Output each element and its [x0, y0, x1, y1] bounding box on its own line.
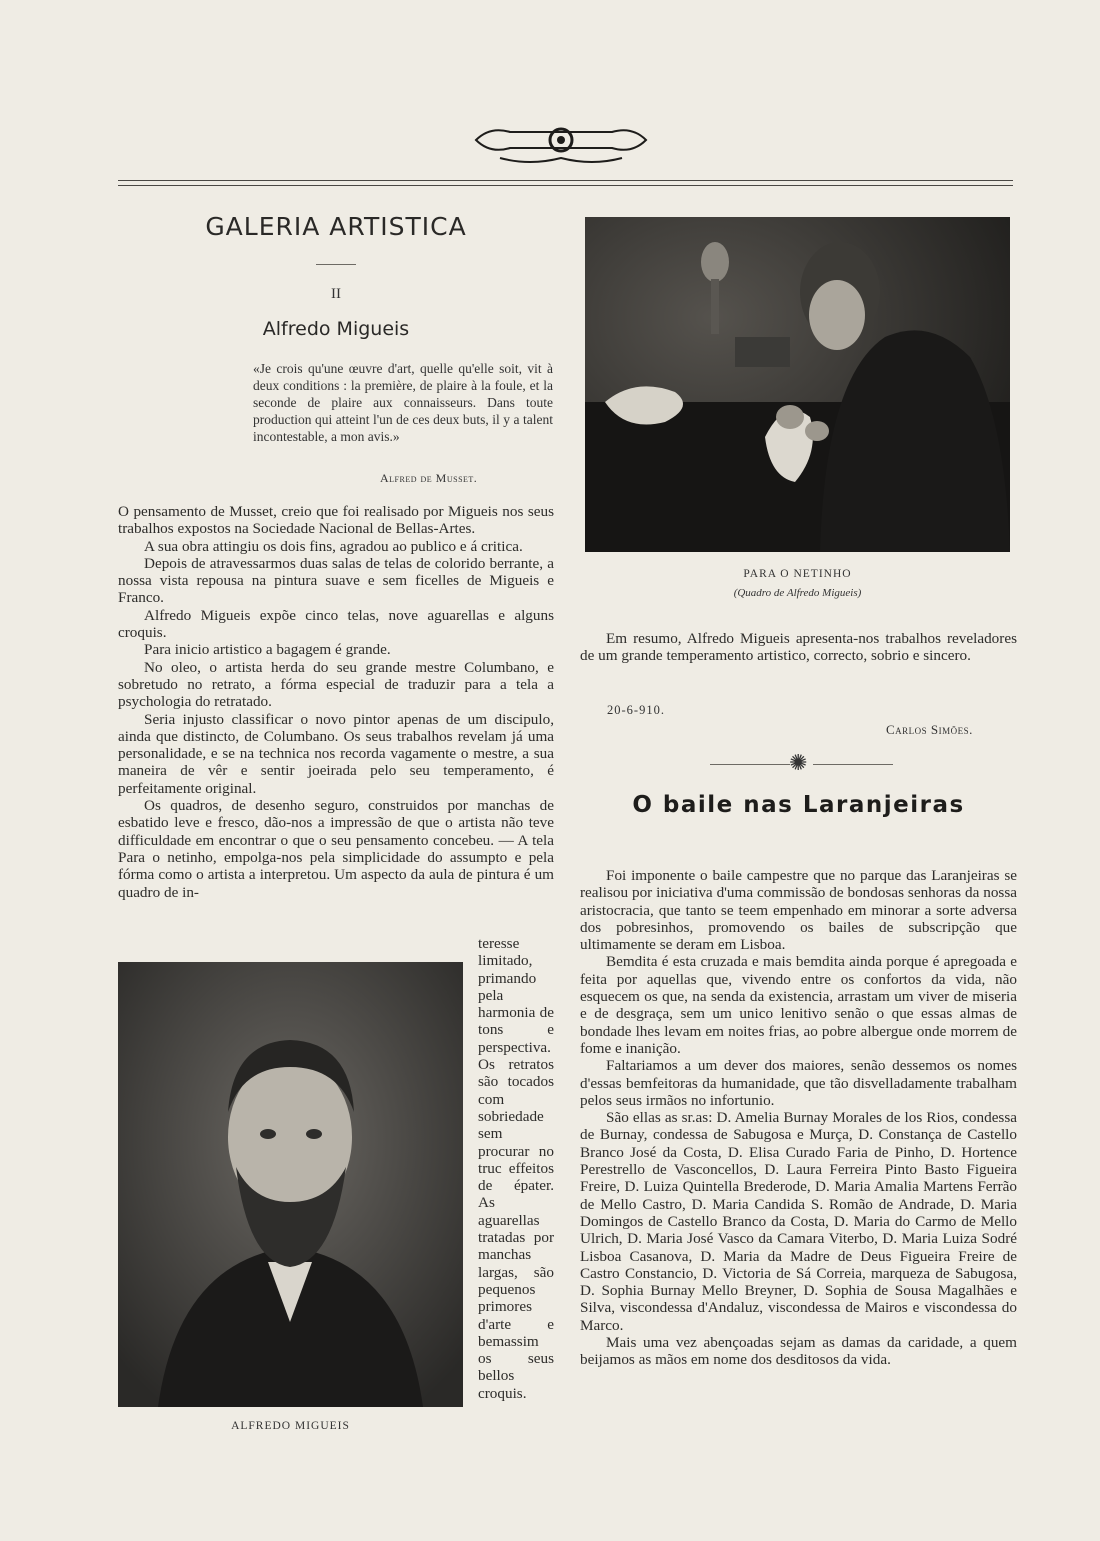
- ornament-rule-right: [813, 764, 893, 765]
- paragraph: Mais uma vez abençoadas sejam as damas da caridade, a quem beijamos as mãos em nome dos desditosos da vida.: [580, 1334, 1017, 1369]
- portrait-caption: ALFREDO MIGUEIS: [231, 1420, 350, 1432]
- star-ornament-icon: ✺: [789, 750, 808, 775]
- paragraph: Bemdita é esta cruzada e mais bemdita ainda porque é apregoada e feita por aquellas que, vivendo entre os confortos da vida, não esquecem os que, na senda da existencia, arrastam um viver de miseria e de desgraça, sem um unico lenitivo senão o que essas almas de bondade lhes levam em noites frias, ao pobre albergue onde morrem de fome e inanição.: [580, 953, 1017, 1057]
- ornament-rule-left: [710, 764, 790, 765]
- paragraph: Alfredo Migueis expõe cinco telas, nove aguarellas e alguns croquis.: [118, 606, 554, 642]
- painting-caption: PARA O NETINHO: [743, 568, 852, 580]
- baile-title: O baile nas Laranjeiras: [632, 792, 965, 818]
- epigraph-quote: «Je crois qu'une œuvre d'art, quelle qu'elle soit, vit à deux conditions : la première, de plaire à la foule, et la seconde de plaire aux connaisseurs. Dans toute production qui atteint l'un de ces deux buts, il y a talent incontestable, a mon avis.»: [253, 361, 553, 444]
- narrow-column-text: teresse limitado, primando pela harmonia de tons e perspectiva. Os retratos são tocados com sobriedade sem procurar no truc effeitos de épater. As aguarellas tratadas por manchas largas, são pequenos primores d'arte e bemassim os seus bellos croquis.: [478, 935, 554, 1402]
- header-rule-bottom: [118, 185, 1013, 186]
- painting-image: [585, 217, 1010, 552]
- article-date: 20-6-910.: [607, 703, 665, 717]
- baile-body: [580, 867, 1017, 1369]
- epigraph-author: Alfred de Musset.: [380, 471, 478, 485]
- paragraph: No oleo, o artista herda do seu grande mestre Columbano, e sobretudo no retrato, a fórma especial de traduzir para a tela a psychologia do retratado.: [118, 658, 554, 711]
- paragraph: Para inicio artistico a bagagem é grande.: [144, 641, 391, 659]
- part-number: II: [331, 286, 341, 302]
- painting-photo: [585, 217, 1010, 552]
- conclusion-paragraph: Em resumo, Alfredo Migueis apresenta-nos trabalhos reveladores de um grande temperamento artistico, correcto, sobrio e sincero.: [580, 630, 1017, 665]
- paragraph: Foi imponente o baile campestre que no parque das Laranjeiras se realisou por iniciativa d'uma commissão de bondosas senhoras da nossa aristocracia, que tanto se teem empenhado em minorar a sorte adversa dos pobresinhos, promovendo os bailes de subscripção que ultimamente se deram em Lisboa.: [580, 867, 1017, 954]
- galeria-body: [118, 503, 554, 901]
- paragraph: O pensamento de Musset, creio que foi realisado por Migueis nos seus trabalhos expostos na Sociedade Nacional de Bellas-Artes.: [118, 503, 554, 538]
- masthead-title: [470, 132, 652, 150]
- header-rule-top: [118, 180, 1013, 181]
- paragraph: Os quadros, de desenho seguro, construidos por manchas de esbatido leve e fresco, dão-nos a impressão de que o artista não teve difficuldade em encontrar o que o seu pensamento concebeu. — A tela Para o netinho, empolga-nos pela simplicidade do assumpto e pela fórma como o artista a interpretou. Um aspecto da aula de pintura é um quadro de in-: [118, 797, 554, 901]
- paragraph: São ellas as sr.as: D. Amelia Burnay Morales de los Rios, condessa de Burnay, condessa de Sabugosa e Murça, D. Constança de Castello Branco José da Costa, D. Elisa Curado Faria de Pinho, D. Hortence Perestrello de Vasconcellos, D. Laura Ferreira Pinto Basto Figueira Freire, D. Luiza Quintella Brederode, D. Maria Amalia Martens Ferrão de Mello Castro, D. Maria Candida S. Romão de Andrade, D. Maria Domingos de Castello Branco da Costa, D. Maria do Carmo de Mello Ulrich, D. Maria José Vasco da Camara Viterbo, D. Maria Luiza Sodré Lisboa Casanova, D. Maria da Madre de Deus Figueira Freire de Castro Constancio, D. Victoria de Sá Correia, marqueza de Sabugosa, D. Sophia Burnay Mello Breyner, D. Sophia de Sousa Magalhães e Silva, viscondessa d'Andaluz, viscondessa de Mairos e viscondessa do Marco.: [580, 1109, 1017, 1334]
- paragraph: Depois de atravessarmos duas salas de telas de colorido berrante, a nossa vista repousa na pintura suave e sem ficelles de Migueis e Franco.: [118, 554, 554, 607]
- paragraph: A sua obra attingiu os dois fins, agradou ao publico e á critica.: [144, 537, 523, 555]
- galeria-title: GALERIA ARTISTICA: [205, 212, 467, 241]
- paragraph: Seria injusto classificar o novo pintor apenas de um discipulo, ainda que distincto, de Columbano. Os seus trabalhos revelam já uma personalidade, e se na technica nos recorda vagamente o mestre, a sua maneira de vêr e sentir joeirada pelo seu temperamento, é perfeitamente original.: [118, 710, 554, 797]
- title-divider: [316, 264, 356, 265]
- portrait-photo: [118, 962, 463, 1407]
- painting-credit: (Quadro de Alfredo Migueis): [733, 587, 862, 599]
- article-subject: Alfredo Migueis: [262, 318, 410, 340]
- article-author: Carlos Simões.: [886, 722, 973, 737]
- paragraph: Faltariamos a um dever dos maiores, senão dessemos os nomes d'essas bemfeitoras da humanidade, que tão disvelladamente trabalham pelos seus irmãos no infortunio.: [580, 1057, 1017, 1109]
- portrait-image: [118, 962, 463, 1407]
- masthead-logo: [470, 118, 652, 170]
